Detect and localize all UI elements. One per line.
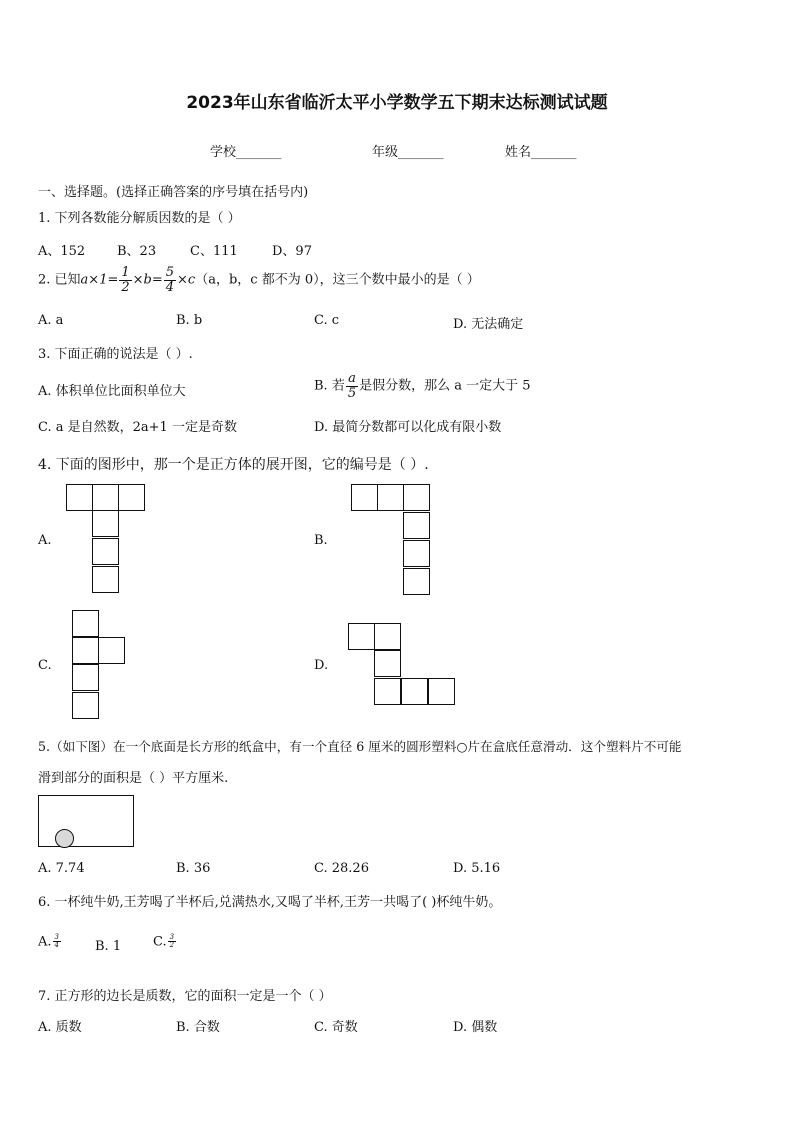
q5-option-d: D. 5.16	[453, 861, 501, 876]
q2-option-d: D. 无法确定	[453, 317, 524, 332]
q3-option-b-suffix: 是假分数，那么 a 一定大于 5	[359, 378, 531, 394]
q1-option-b: B、23	[117, 244, 157, 259]
q6-option-b: B. 1	[95, 939, 122, 954]
net-square	[92, 484, 119, 511]
net-square	[72, 637, 99, 664]
q2-option-c: C. c	[314, 313, 340, 328]
net-square	[401, 678, 428, 705]
net-square	[403, 540, 430, 567]
q1-option-a: A、152	[38, 244, 86, 259]
question-5-line-1: 5.（如下图）在一个底面是长方形的纸盒中，有一个直径 6 厘米的圆形塑料○片在盒底任意滑动．这个塑料片不可能	[38, 739, 682, 754]
net-square	[348, 623, 375, 650]
q5-option-c: C. 28.26	[314, 861, 369, 876]
question-6-stem: 6. 一杯纯牛奶,王芳喝了半杯后,兑满热水,又喝了半杯,王芳一共喝了( )杯纯牛奶。	[38, 895, 502, 910]
q2-c-part: ×c	[177, 272, 196, 288]
net-square	[374, 650, 401, 677]
net-square	[403, 568, 430, 595]
frac-numerator: 5	[165, 265, 175, 280]
q6-option-a-fraction	[53, 934, 61, 950]
q7-option-a: A. 质数	[38, 1020, 82, 1035]
frac-numerator: 3	[54, 933, 59, 941]
frac-denominator: 4	[165, 279, 175, 295]
net-square	[374, 623, 401, 650]
q3-option-b-prefix: B. 若	[314, 378, 345, 394]
q2-a-part: a×1=	[80, 272, 119, 288]
q2-option-a: A. a	[38, 313, 64, 328]
q7-option-b: B. 合数	[176, 1020, 220, 1035]
net-square	[118, 484, 145, 511]
name-field: 姓名_______	[505, 145, 577, 160]
q6-option-c	[153, 934, 177, 950]
page-title: 2023年山东省临沂太平小学数学五下期末达标测试试题	[186, 93, 608, 113]
net-square	[92, 566, 119, 593]
question-5-line-2: 滑到部分的面积是（ ）平方厘米.	[38, 771, 229, 786]
net-square	[374, 678, 401, 705]
frac-denominator: 2	[121, 279, 130, 295]
net-square	[72, 664, 99, 691]
q3-fraction	[346, 372, 358, 400]
question-2-stem	[38, 266, 480, 294]
question-7-stem: 7. 正方形的边长是质数，它的面积一定是一个（ ）	[38, 989, 332, 1004]
net-square	[72, 610, 99, 637]
q3-option-c: C. a 是自然数，2a+1 一定是奇数	[38, 420, 237, 435]
q1-option-c: C、111	[190, 244, 238, 259]
net-square	[92, 538, 119, 565]
q2-fraction-2	[164, 266, 176, 294]
net-square	[428, 678, 455, 705]
paper-box-rectangle	[38, 795, 134, 847]
q5-option-a: A. 7.74	[38, 861, 85, 876]
q4-label-b: B.	[314, 533, 328, 548]
q6-option-c-fraction	[168, 934, 176, 950]
net-square	[66, 484, 93, 511]
frac-denominator: 5	[347, 385, 357, 401]
q4-label-a: A.	[38, 533, 52, 548]
net-square	[92, 510, 119, 537]
q7-option-d: D. 偶数	[453, 1020, 498, 1035]
net-square	[351, 484, 378, 511]
frac-denominator: 2	[169, 941, 175, 950]
q6-options	[38, 934, 62, 950]
q2-b-part: ×b=	[132, 272, 163, 288]
q5-option-b: B. 36	[176, 861, 211, 876]
net-square	[403, 484, 430, 511]
q1-option-d: D、97	[272, 244, 312, 259]
q2-fraction-1	[119, 266, 131, 294]
school-field: 学校_______	[210, 145, 282, 160]
grade-field: 年级_______	[372, 145, 444, 160]
plastic-disc	[55, 829, 74, 848]
net-square	[377, 484, 404, 511]
net-square	[98, 637, 125, 664]
q6-option-c-label: C.	[153, 934, 167, 950]
frac-denominator: 4	[54, 941, 59, 950]
net-square	[403, 512, 430, 539]
q7-option-c: C. 奇数	[314, 1020, 358, 1035]
frac-numerator: 1	[121, 265, 130, 280]
section-heading: 一、选择题。(选择正确答案的序号填在括号内)	[38, 185, 309, 200]
q3-option-d: D. 最简分数都可以化成有限小数	[314, 420, 502, 435]
q4-label-d: D.	[314, 658, 329, 673]
frac-numerator: a	[346, 372, 358, 387]
net-square	[72, 692, 99, 719]
question-1-stem: 1. 下列各数能分解质因数的是（ ）	[38, 211, 241, 226]
q3-option-a: A. 体积单位比面积单位大	[38, 384, 186, 399]
q2-suffix: （a，b，c 都不为 0），这三个数中最小的是（ ）	[195, 272, 480, 288]
q3-option-b	[314, 372, 531, 400]
q2-prefix: 2. 已知	[38, 272, 81, 288]
q2-option-b: B. b	[176, 313, 203, 328]
q6-option-a-label: A.	[38, 934, 52, 950]
frac-numerator: 3	[169, 933, 175, 941]
question-4-stem: 4. 下面的图形中，那一个是正方体的展开图，它的编号是（ ）.	[38, 457, 429, 473]
question-3-stem: 3. 下面正确的说法是（ ）.	[38, 347, 193, 362]
q4-label-c: C.	[38, 658, 52, 673]
